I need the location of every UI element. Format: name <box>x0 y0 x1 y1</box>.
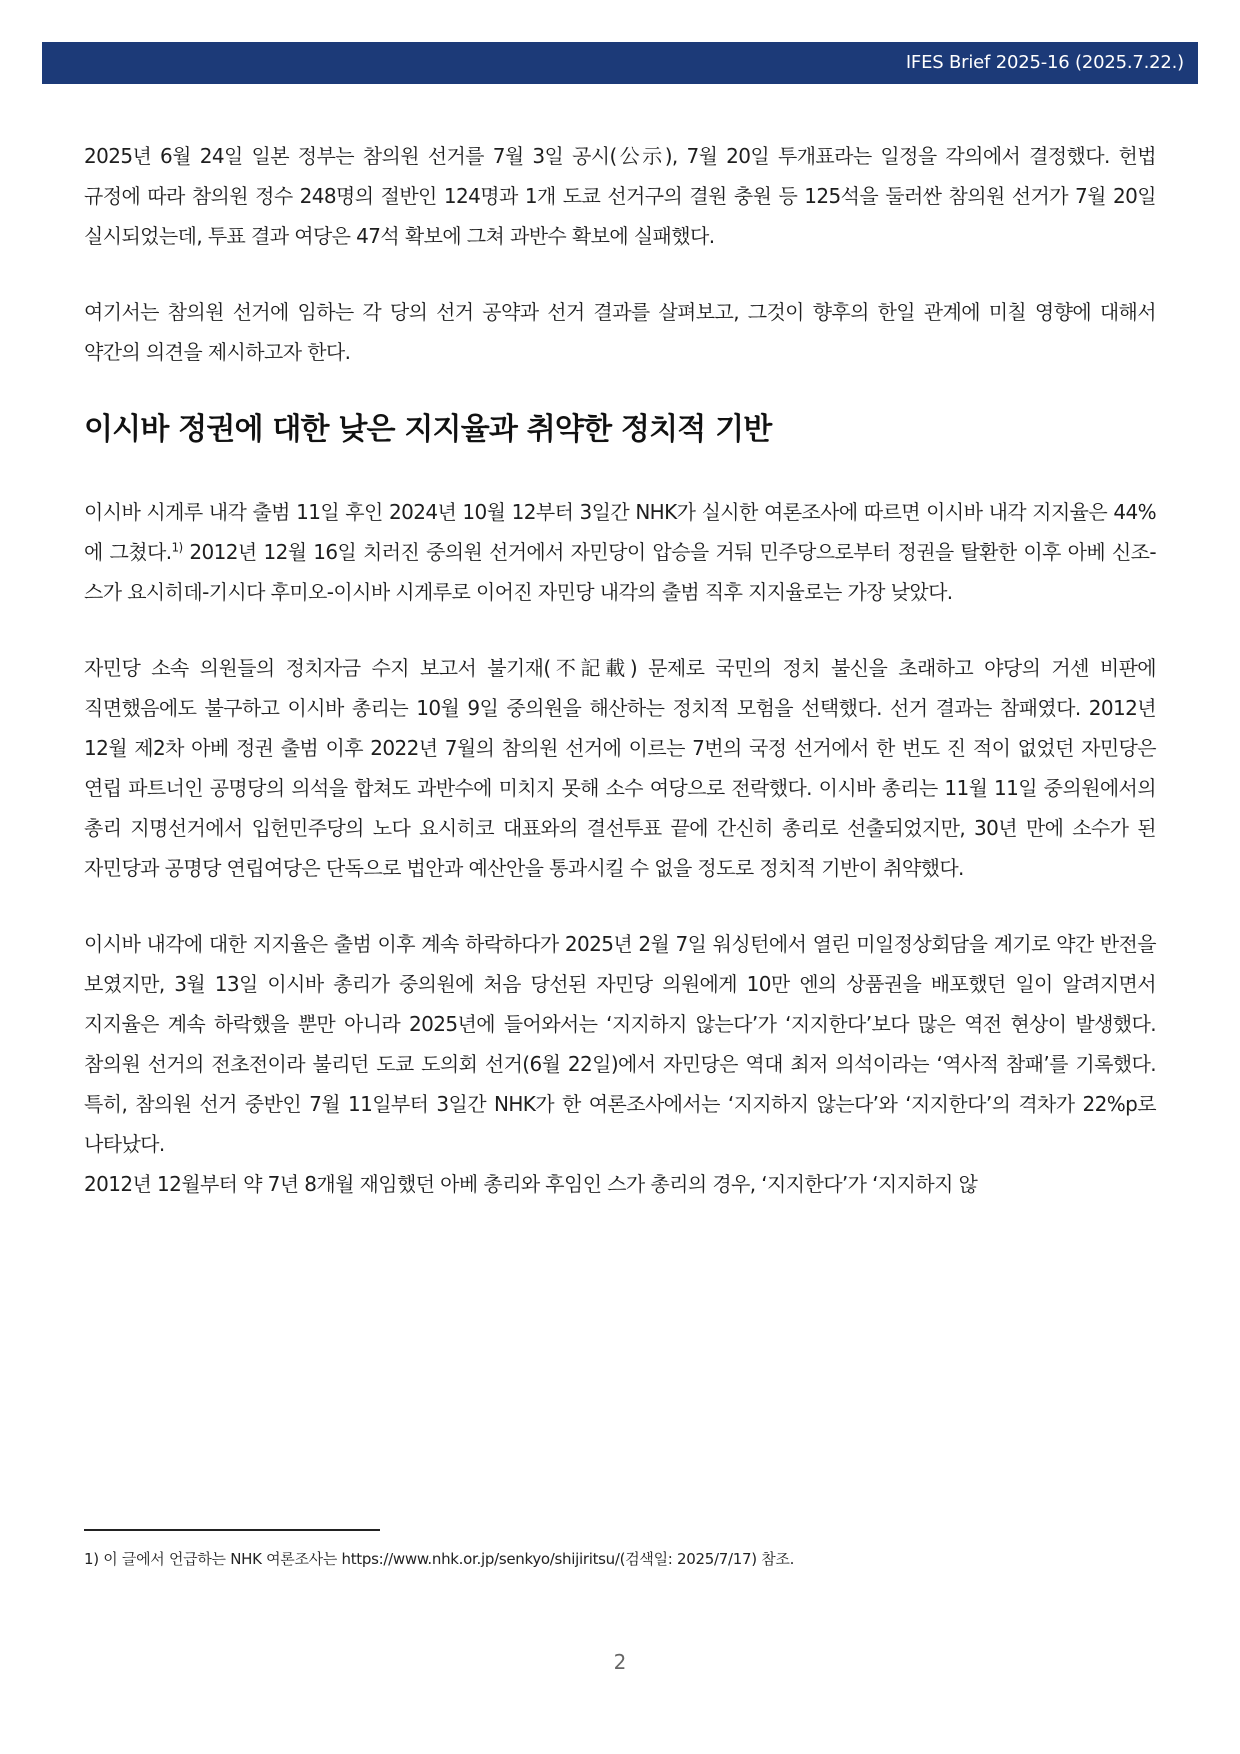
section-paragraph-1-part-a: 이시바 시게루 내각 출범 11일 후인 2024년 10월 12부터 3일간 NHK가 실시한 여론조사에 따르면 이시바 내각 지지율은 44%에 그쳤다. <box>84 500 1156 564</box>
section-paragraph-4: 2012년 12월부터 약 7년 8개월 재임했던 아베 총리와 후임인 스가 총리의 경우, ‘지지한다’가 ‘지지하지 않 <box>84 1172 978 1196</box>
section-paragraph-3: 이시바 내각에 대한 지지율은 출범 이후 계속 하락하다가 2025년 2월 7일 워싱턴에서 열린 미일정상회담을 계기로 약간 반전을 보였지만, 3월 13일 이시바 총리가 중의원에 처음 당선된 자민당 의원에게 10만 엔의 상품권을 배포했던 일이 알려지면서 지지율은 계속 하락했을 뿐만 아니라 2025년에 들어와서는 ‘지지하지 않는다’가 ‘지지한다’보다 많은 역전 현상이 발생했다. 참의원 선거의 전초전이라 불리던 도쿄 도의회 선거(6월 22일)에서 자민당은 역대 최저 의석이라는 ‘역사적 참패’를 기록했다. 특히, 참의원 선거 중반인 7월 11일부터 3일간 NHK가 한 여론조사에서는 ‘지지하지 않는다’와 ‘지지한다’의 격차가 22%p로 나타났다. <box>84 932 1156 1156</box>
section-heading: 이시바 정권에 대한 낮은 지지율과 취약한 정치적 기반 <box>84 412 772 447</box>
section-paragraph-1 <box>84 492 1156 612</box>
page-content <box>84 136 1156 1204</box>
brief-label: IFES Brief 2025-16 (2025.7.22.) <box>905 52 1184 73</box>
footnote-divider <box>84 1529 380 1531</box>
page-number: 2 <box>613 1650 627 1674</box>
intro-paragraph-1: 2025년 6월 24일 일본 정부는 참의원 선거를 7월 3일 공시(公示), 7월 20일 투개표라는 일정을 각의에서 결정했다. 헌법 규정에 따라 참의원 정수 248명의 절반인 124명과 1개 도쿄 선거구의 결원 충원 등 125석을 둘러싼 참의원 선거가 7월 20일 실시되었는데, 투표 결과 여당은 47석 확보에 그쳐 과반수 확보에 실패했다. <box>84 144 1156 248</box>
section-paragraph-2: 자민당 소속 의원들의 정치자금 수지 보고서 불기재(不記載) 문제로 국민의 정치 불신을 초래하고 야당의 거센 비판에 직면했음에도 불구하고 이시바 총리는 10월 9일 중의원을 해산하는 정치적 모험을 선택했다. 선거 결과는 참패였다. 2012년 12월 제2차 아베 정권 출범 이후 2022년 7월의 참의원 선거에 이르는 7번의 국정 선거에서 한 번도 진 적이 없었던 자민당은 연립 파트너인 공명당의 의석을 합쳐도 과반수에 미치지 못해 소수 여당으로 전락했다. 이시바 총리는 11월 11일 중의원에서의 총리 지명선거에서 입헌민주당의 노다 요시히코 대표와의 결선투표 끝에 간신히 총리로 선출되었지만, 30년 만에 소수가 된 자민당과 공명당 연립여당은 단독으로 법안과 예산안을 통과시킬 수 없을 정도로 정치적 기반이 취약했다. <box>84 656 1156 880</box>
footnote-ref-1[interactable]: 1) <box>171 540 183 555</box>
intro-paragraph-2: 여기서는 참의원 선거에 임하는 각 당의 선거 공약과 선거 결과를 살펴보고, 그것이 향후의 한일 관계에 미칠 영향에 대해서 약간의 의견을 제시하고자 한다. <box>84 300 1156 364</box>
header-bar <box>42 42 1198 84</box>
section-paragraph-1-part-b: 2012년 12월 16일 치러진 중의원 선거에서 자민당이 압승을 거둬 민주당으로부터 정권을 탈환한 이후 아베 신조-스가 요시히데-기시다 후미오-이시바 시게루로 이어진 자민당 내각의 출범 직후 지지율로는 가장 낮았다. <box>84 540 1156 604</box>
footnote-1: 1) 이 글에서 언급하는 NHK 여론조사는 https://www.nhk.or.jp/senkyo/shijiritsu/(검색일: 2025/7/17) 참조. <box>84 1550 795 1568</box>
